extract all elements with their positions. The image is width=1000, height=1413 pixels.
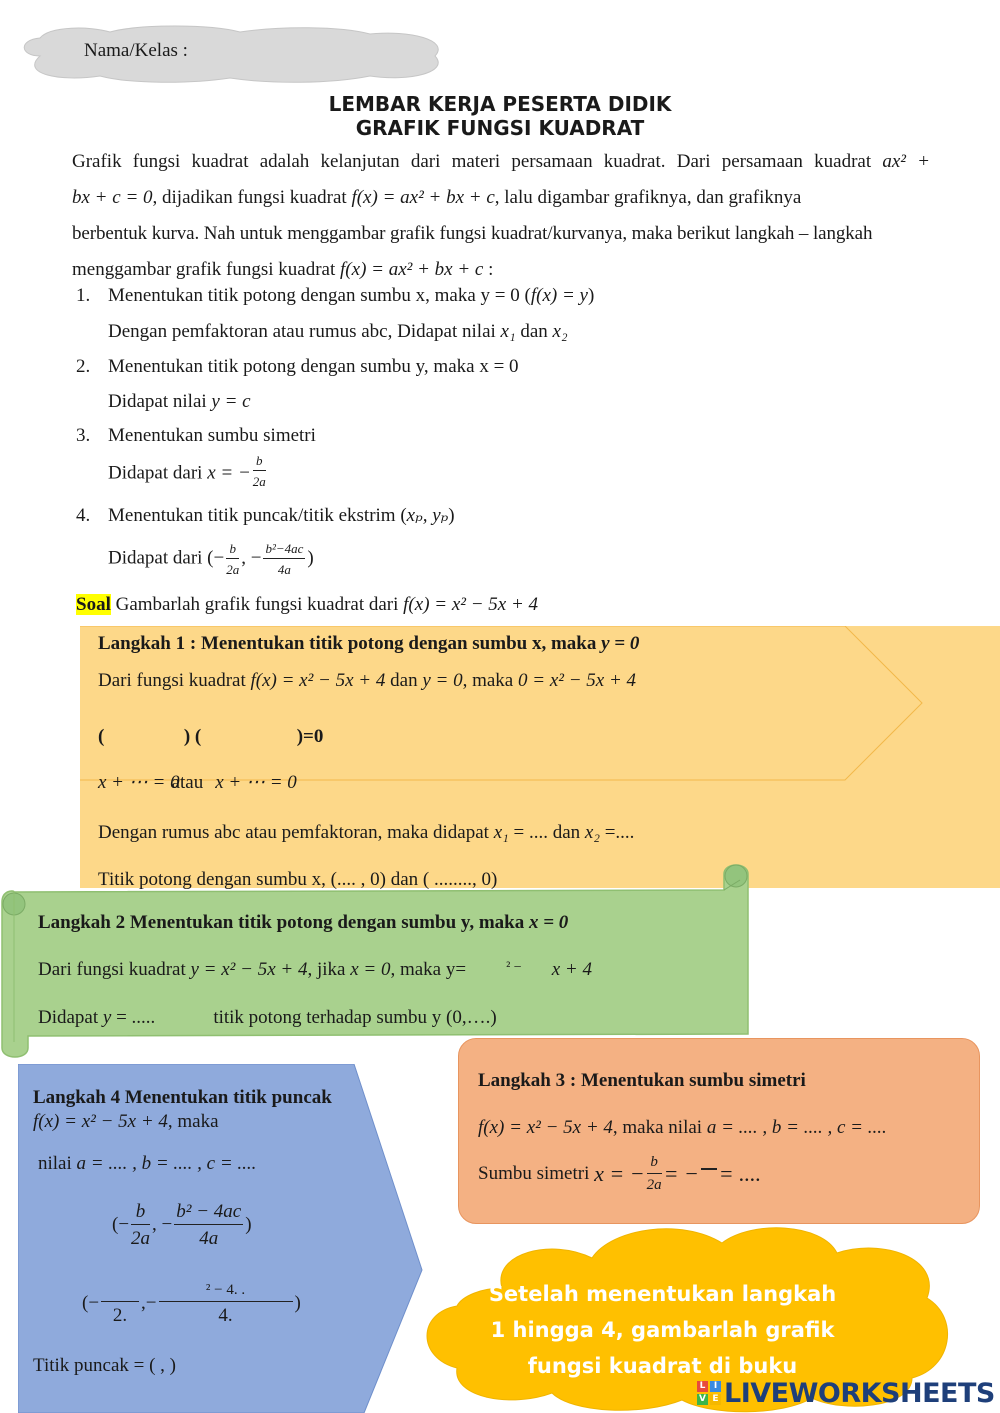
intro-line-3: berbentuk kurva. Nah untuk menggambar grafik fungsi kuadrat/kurvanya, maka berikut langkah – langkah xyxy=(72,223,873,244)
langkah-2-line-2: Didapat y = ..... titik potong terhadap sumbu y (0,….) xyxy=(38,1007,497,1028)
step-3: 3. Menentukan sumbu simetri xyxy=(76,425,316,446)
langkah-3-line-1: f(x) = x² − 5x + 4, maka nilai a = .... , b = .... , c = .... xyxy=(478,1117,887,1138)
liveworksheets-logo-icon: L I V E xyxy=(697,1381,721,1405)
step-1-detail: Dengan pemfaktoran atau rumus abc, Didapat nilai x₁ dan x₂ xyxy=(108,321,568,342)
langkah-1-line-1: Dari fungsi kuadrat f(x) = x² − 5x + 4 dan y = 0, maka 0 = x² − 5x + 4 xyxy=(98,670,637,691)
title-line-2: GRAFIK FUNGSI KUADRAT xyxy=(355,116,645,140)
langkah-4-line-2: nilai a = .... , b = .... , c = .... xyxy=(38,1153,257,1174)
langkah-1-line-3: x + ⋯ = 0atau x + ⋯ = 0 xyxy=(98,772,297,793)
intro-line-4: menggambar grafik fungsi kuadrat f(x) = ax² + bx + c : xyxy=(72,259,494,280)
langkah-4-formula: (− $\frac{b}{2a}$ , − $\frac{\text{b² − 4ac}}{4a}$ ) xyxy=(112,1201,252,1249)
instruction-line-1: Setelah menentukan langkah xyxy=(488,1282,837,1306)
langkah-1-factor-line: ( ) ( )=0 xyxy=(98,720,323,748)
steps-list xyxy=(76,284,936,584)
langkah-2-line-1: Dari fungsi kuadrat y = x² − 5x + 4, jika x = 0, maka y= $^{^2 -}$ x + 4 xyxy=(38,959,592,980)
langkah-4-puncak: Titik puncak = ( , ) xyxy=(33,1355,177,1376)
liveworksheets-logo-text: LIVEWORKSHEETS xyxy=(724,1378,995,1409)
soal-label: Soal xyxy=(76,594,111,615)
langkah-4-title: Langkah 4 Menentukan titik puncak xyxy=(33,1087,332,1108)
langkah-1-title: Langkah 1 : Menentukan titik potong dengan sumbu x, maka y = 0 xyxy=(98,633,640,654)
step-2-detail: Didapat nilai y = c xyxy=(108,391,251,412)
langkah-1-line-5: Titik potong dengan sumbu x, (.... , 0) dan ( ........, 0) xyxy=(98,869,498,890)
langkah-3-line-2: Sumbu simetri x = − $\frac{b}{2a}$ = − = .... xyxy=(478,1154,762,1193)
langkah-4-substituted: (− 2. ,− $\frac{\text{² − 4. .}}{4.}$ ) xyxy=(82,1281,301,1326)
intro-line-2: bx + c = 0, dijadikan fungsi kuadrat f(x) = ax² + bx + c, lalu digambar grafiknya, dan grafiknya xyxy=(72,187,802,208)
instruction-line-3: fungsi kuadrat di buku xyxy=(527,1354,798,1378)
liveworksheets-logo[interactable] xyxy=(697,1380,997,1410)
langkah-4-line-1: f(x) = x² − 5x + 4, maka xyxy=(33,1111,219,1132)
title-line-1: LEMBAR KERJA PESERTA DIDIK xyxy=(328,92,672,116)
factor-2-input[interactable] xyxy=(206,720,292,742)
intro-paragraph xyxy=(72,144,930,288)
step-1: 1. Menentukan titik potong dengan sumbu x, maka y = 0 (f(x) = y) xyxy=(76,285,595,306)
instruction-line-2: 1 hingga 4, gambarlah grafik xyxy=(490,1318,835,1342)
name-class-input[interactable] xyxy=(200,40,420,64)
step-4: 4. Menentukan titik puncak/titik ekstrim (xₚ, yₚ) xyxy=(76,505,455,526)
instruction-text xyxy=(470,1276,855,1384)
step-2: 2. Menentukan titik potong dengan sumbu y, maka x = 0 xyxy=(76,356,519,377)
factor-1-input[interactable] xyxy=(109,720,179,742)
intro-line-1: Grafik fungsi kuadrat adalah kelanjutan dari materi persamaan kuadrat. Dari persamaan kuadrat ax² + xyxy=(72,151,931,172)
langkah-1-line-4: Dengan rumus abc atau pemfaktoran, maka didapat x₁ = .... dan x₂ =.... xyxy=(98,822,635,843)
name-class-label: Nama/Kelas : xyxy=(84,40,188,61)
step-4-detail: Didapat dari (− $\frac{b}{2a}$ , − $\frac{\text{b²−4ac}}{4a}$ ) xyxy=(108,541,314,577)
step-3-detail: Didapat dari x = − $\frac{b}{2a}$ xyxy=(108,453,266,489)
soal-line: Soal Gambarlah grafik fungsi kuadrat dari f(x) = x² − 5x + 4 xyxy=(76,594,539,615)
page-title xyxy=(0,92,1000,140)
langkah-3-title: Langkah 3 : Menentukan sumbu simetri xyxy=(478,1070,806,1091)
langkah-2-title: Langkah 2 Menentukan titik potong dengan sumbu y, maka x = 0 xyxy=(38,912,569,933)
